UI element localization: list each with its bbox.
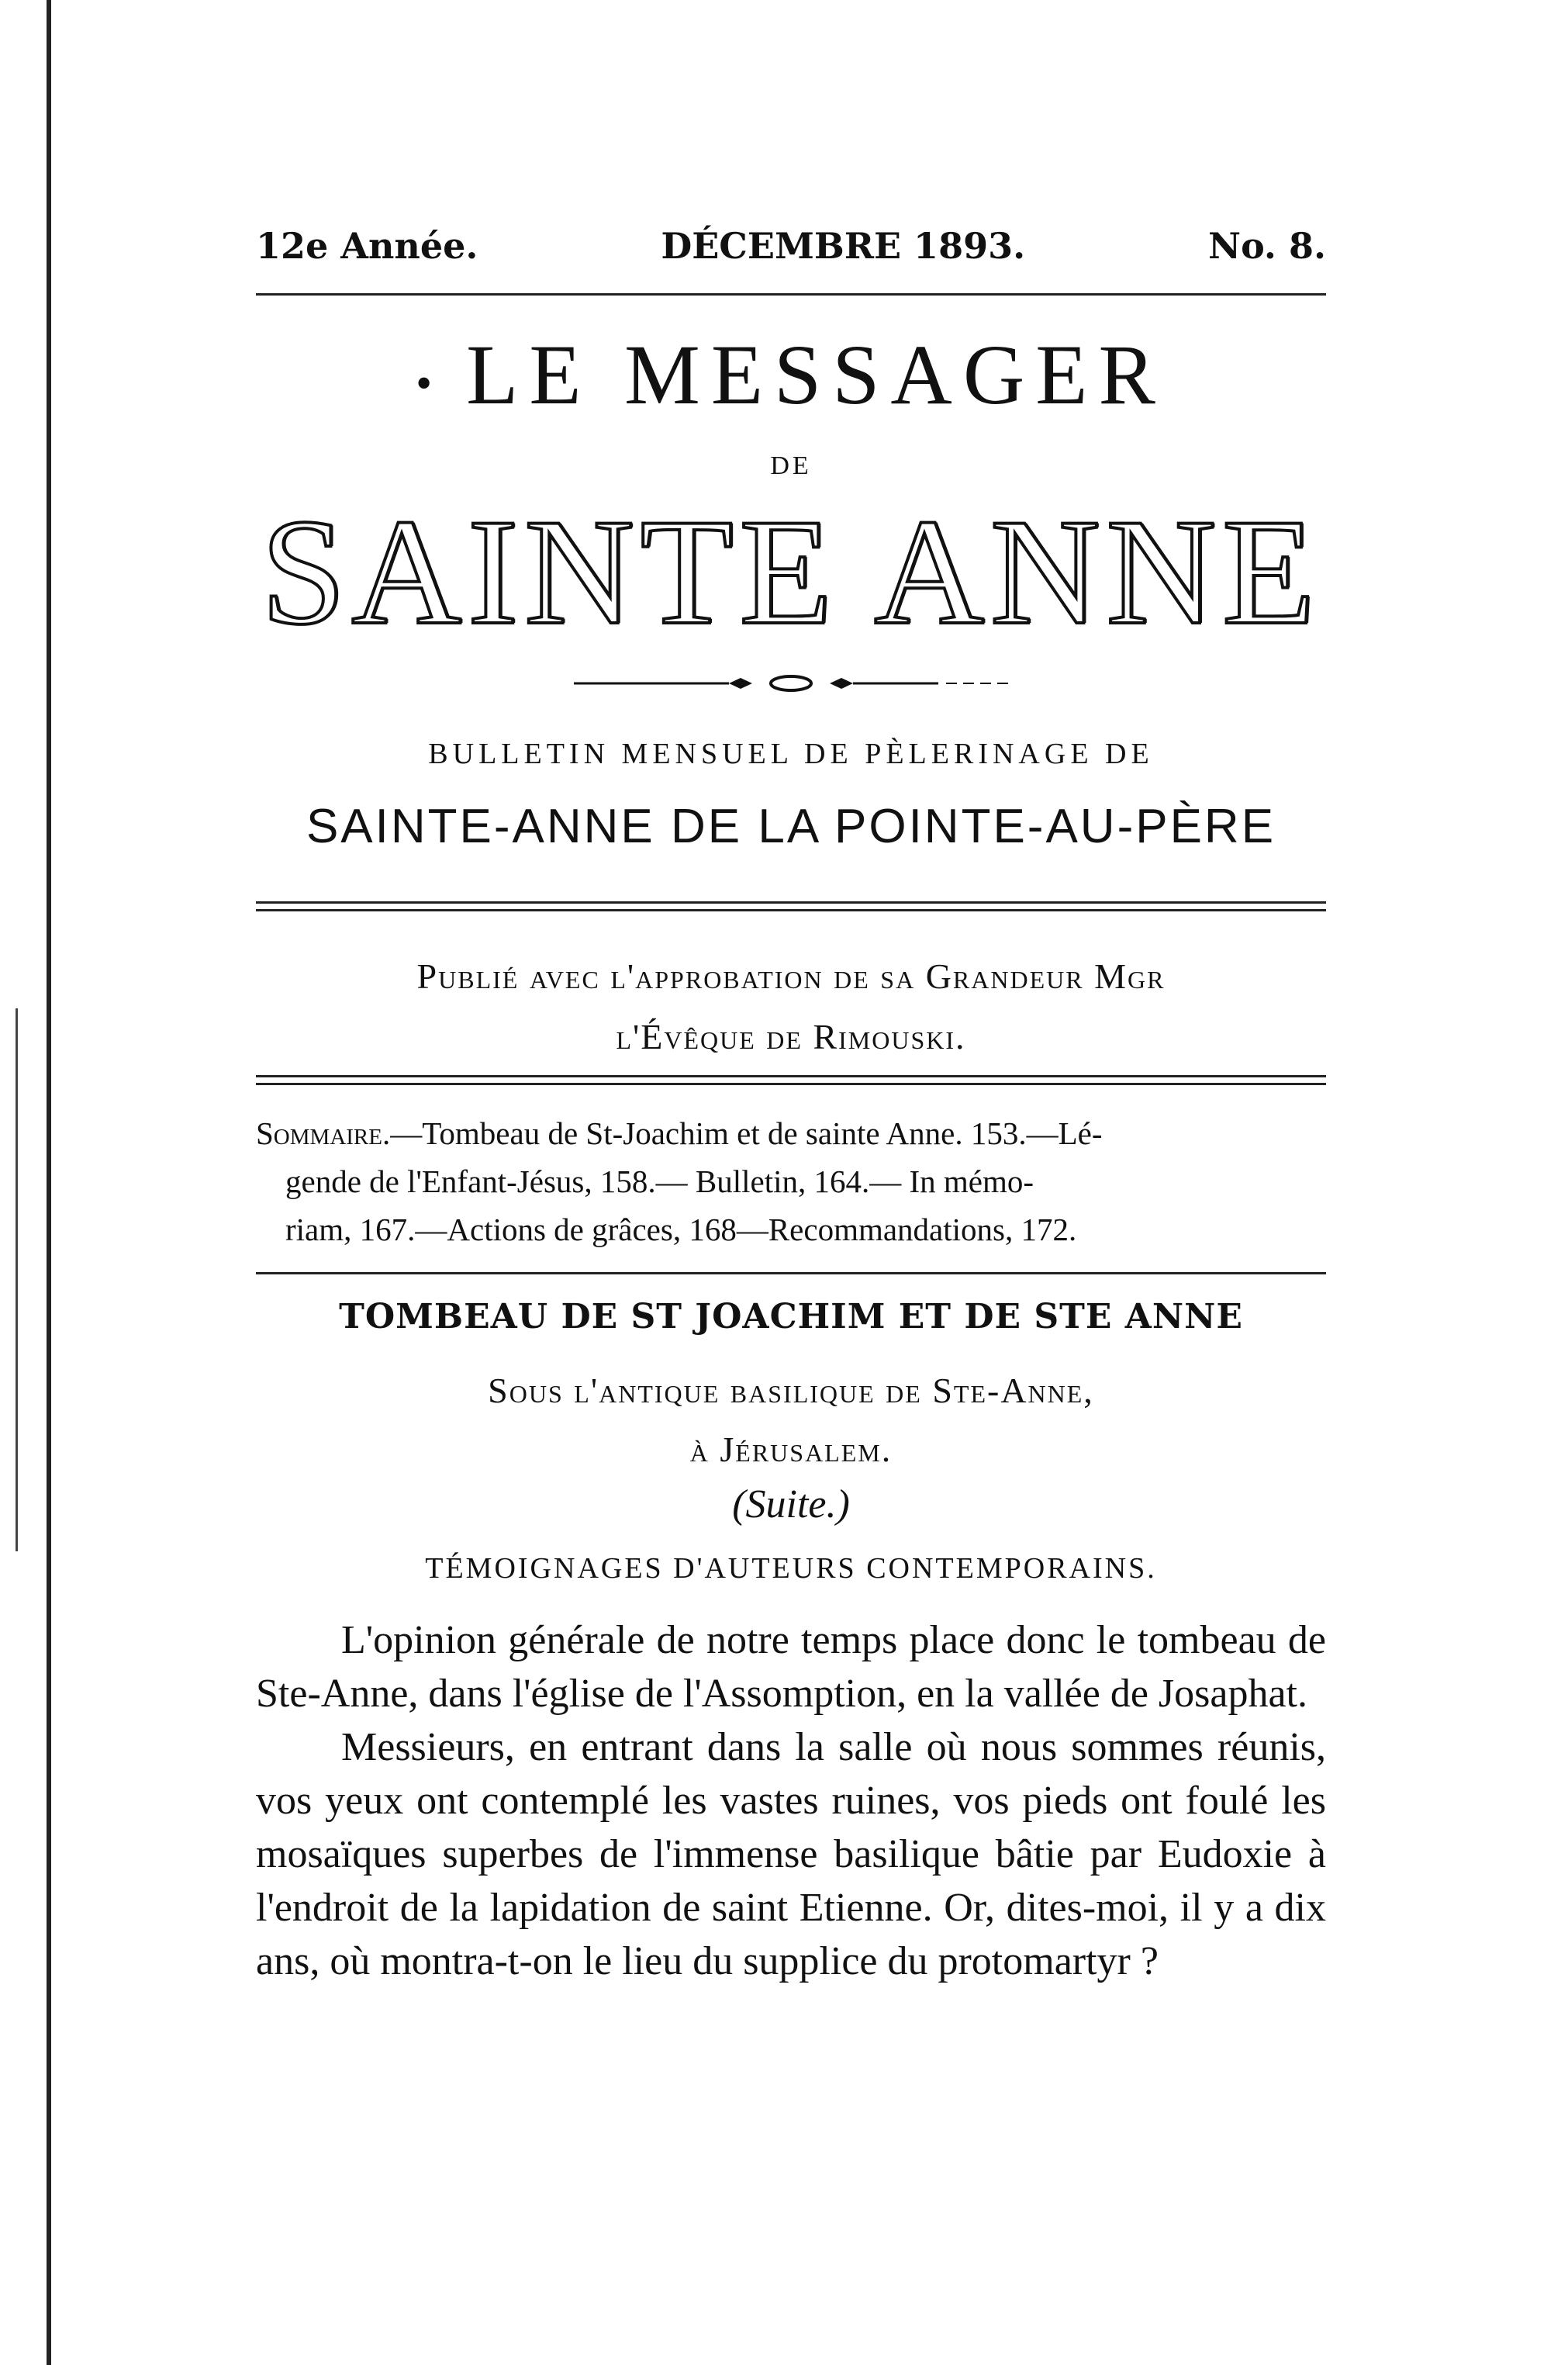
bullet-icon: • bbox=[416, 358, 444, 410]
subtitle-location: SAINTE-ANNE DE LA POINTE-AU-PÈRE bbox=[306, 800, 1276, 853]
paragraph: L'opinion générale de notre temps place donc le tombeau de Ste-Anne, dans l'église de l'Assomption, en la vallée de Josaphat. bbox=[256, 1618, 1326, 1716]
article-subtitle-line-1: Sous l'antique basilique de Ste-Anne, bbox=[488, 1371, 1094, 1410]
section-heading: TÉMOIGNAGES D'AUTEURS CONTEMPORAINS. bbox=[425, 1552, 1157, 1585]
article-subtitle-line-2: à Jérusalem. bbox=[689, 1430, 893, 1469]
sommaire-block bbox=[256, 1109, 1326, 1253]
title-sainte-anne: SAINTE ANNE bbox=[261, 488, 1321, 656]
suite-label: (Suite.) bbox=[732, 1482, 850, 1527]
sommaire-line-1: —Tombeau de St-Joachim et de sainte Anne. 153.—Lé- bbox=[390, 1115, 1103, 1151]
approval-line-1: Publié avec l'approbation de sa Grandeur Mgr bbox=[416, 956, 1166, 996]
issue-label: No. 8. bbox=[1208, 225, 1326, 267]
article-subtitle bbox=[256, 1361, 1326, 1479]
sommaire-lead: Sommaire. bbox=[256, 1115, 391, 1151]
title-line-1 bbox=[256, 326, 1326, 424]
paragraph: Messieurs, en entrant dans la salle où nous sommes réunis, vos yeux ont contemplé les vastes ruines, vos pieds ont foulé les mosaïques superbes de l'immense basilique bâtie par Eudoxie à l'endroit de la lapidation de saint Etienne. Or, dites-moi, il y a dix ans, où montra-t-on le lieu du supplice du protomartyr ? bbox=[256, 1725, 1326, 1983]
sommaire-rule-bottom bbox=[256, 1083, 1326, 1085]
approval-line-2: l'Évêque de Rimouski. bbox=[616, 1017, 966, 1056]
masthead-rule bbox=[256, 293, 1326, 296]
sommaire-rule-top bbox=[256, 1075, 1326, 1077]
article-body bbox=[256, 1613, 1326, 1988]
year-label: 12e Année. bbox=[256, 225, 478, 267]
article-title: TOMBEAU DE ST JOACHIM ET DE STE ANNE bbox=[339, 1297, 1243, 1336]
date-label: DÉCEMBRE 1893. bbox=[661, 225, 1026, 267]
sommaire-line-2: gende de l'Enfant-Jésus, 158.— Bulletin, 164.— In mémo- bbox=[285, 1163, 1034, 1199]
subtitle-bulletin: BULLETIN MENSUEL DE PÈLERINAGE DE bbox=[428, 738, 1154, 770]
ornament-divider-icon bbox=[574, 673, 1008, 693]
approval-block bbox=[256, 946, 1326, 1067]
binding-edge bbox=[47, 0, 51, 2365]
title-messager: LE MESSAGER bbox=[466, 327, 1166, 422]
article-rule bbox=[256, 1272, 1326, 1274]
double-rule-top bbox=[256, 901, 1326, 904]
double-rule-bottom bbox=[256, 909, 1326, 911]
masthead-row bbox=[256, 225, 1326, 267]
sommaire-line-3: riam, 167.—Actions de grâces, 168—Recommandations, 172. bbox=[285, 1212, 1077, 1247]
title-de: DE bbox=[770, 451, 812, 480]
binding-edge-inner bbox=[16, 1008, 18, 1551]
